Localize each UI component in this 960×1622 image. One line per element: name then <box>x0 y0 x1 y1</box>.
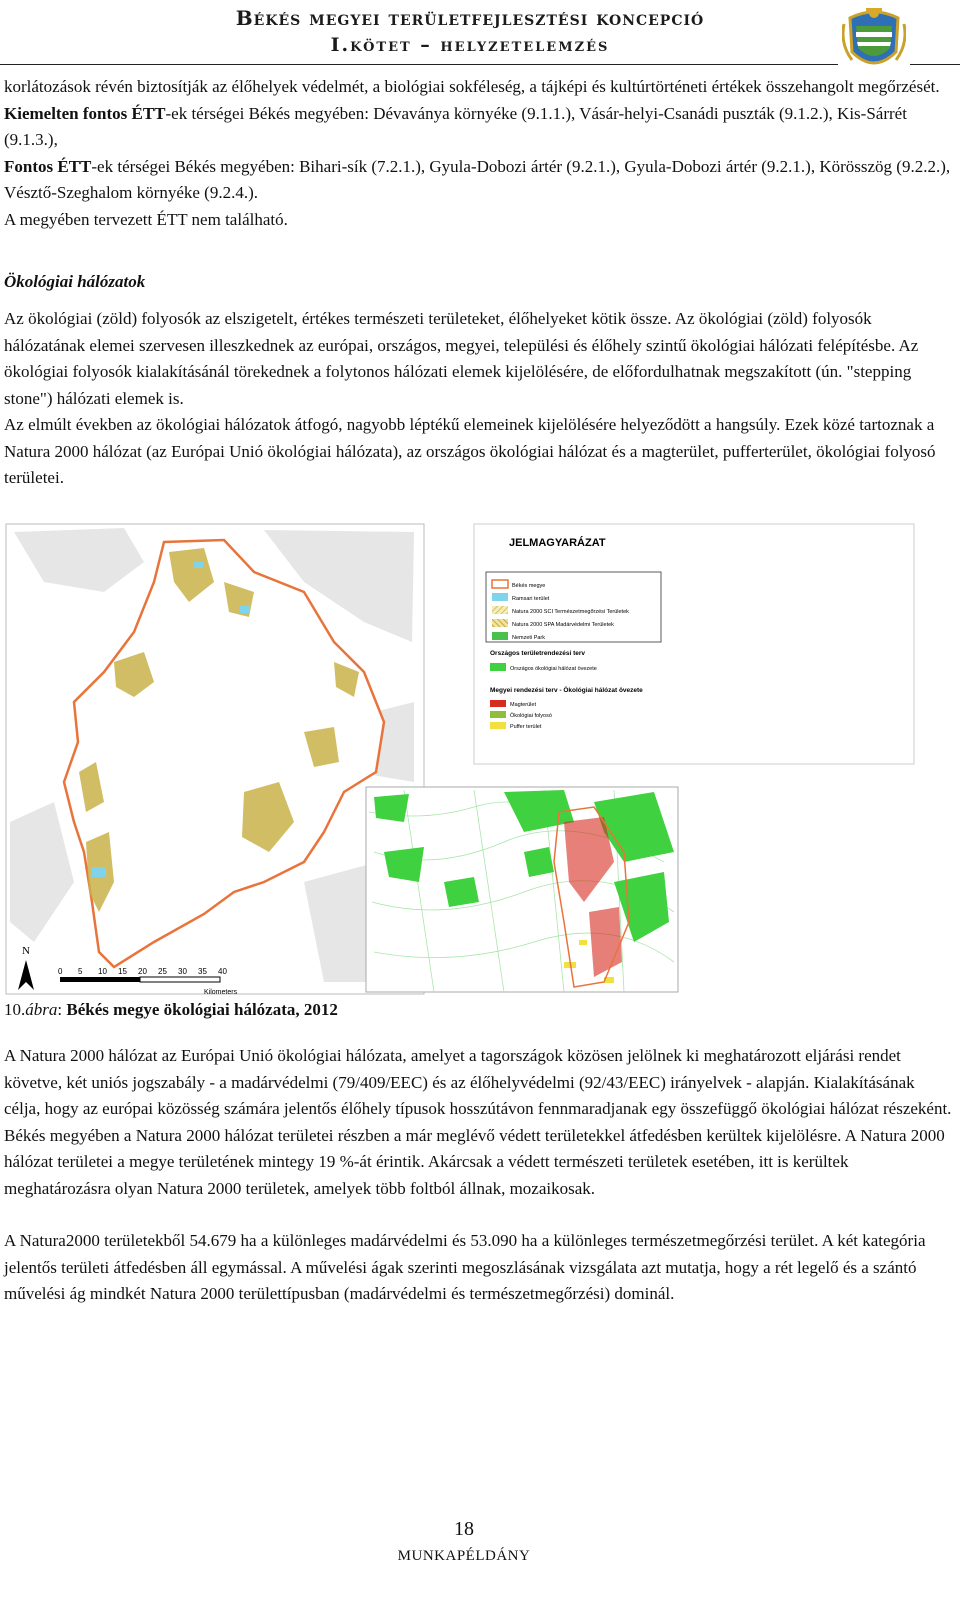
legend-mtrt-swatch <box>490 722 506 729</box>
kiemelt-text: -ek térségei Békés megyében: Dévaványa környéke (9.1.1.), Vásár-helyi-Csanádi puszták (9.1.2.), Kis-Sárrét (9.1.3.), <box>4 103 907 149</box>
scale-tick: 30 <box>178 967 187 976</box>
legend-mtrt-label: Ökológiai folyosó <box>510 713 552 719</box>
scale-unit: Kilometers <box>204 989 238 996</box>
legend-item-label: Nemzeti Park <box>512 635 546 641</box>
caption-separator: : <box>57 1000 67 1019</box>
header-rule-right <box>910 64 960 65</box>
body-paragraph-1: A Natura 2000 hálózat az Európai Unió ökológiai hálózata, amelyet a tagországok közösen jelölnek ki meghatározott eljárási rendet követve, két uniós jogszabály - a madárvédelmi (79/409/EEC) és az élőhelyvédelmi (92/43/EEC) irányelvek - alapján. Kialakításának célja, hogy az európai közösség számára jelentős élőhely típusok hosszútávon fennmaradjanak egy összefüggő ökológiai hálózat részeként. <box>4 1046 952 1118</box>
scale-tick: 0 <box>58 967 63 976</box>
body-paragraph-2: Békés megyében a Natura 2000 hálózat területei részben a már meglévő védett területekkel átfedésben kerültek kijelölésre. A Natura 2000 hálózat területei a megye területének mintegy 19 %-át érintik. Akárcsak a védett természeti területek esetében, itt is kerültek meghatározásra olyan Natura 2000 területek, amelyek több foltból állnak, mozaikosak. <box>4 1125 945 1198</box>
scale-tick: 20 <box>138 967 147 976</box>
scale-tick: 10 <box>98 967 107 976</box>
caption-abra: ábra <box>25 1000 58 1019</box>
header-rule <box>0 64 838 65</box>
fontos-text: -ek térségei Békés megyében: Bihari-sík (7.2.1.), Gyula-Dobozi ártér (9.2.1.), Gyula-Dobozi ártér (9.2.1.), Körösszög (9.2.2.), Vésztő-Szeghalom környéke (9.2.4.). <box>4 156 951 202</box>
document-subtitle: I.kötet – helyzetelemzés <box>330 34 610 56</box>
figure-caption <box>4 1000 338 1020</box>
legend-swatch <box>492 632 508 640</box>
page-number: 18 <box>454 1518 474 1540</box>
legend-swatch <box>492 606 508 614</box>
legend-mtrt-swatch <box>490 700 506 707</box>
intro-line: korlátozások révén biztosítják az élőhelyek védelmét, a biológiai sokféleség, a tájképi és kultúrtörténeti értékek összehangolt megőrzését. <box>4 77 940 96</box>
fontos-paragraph <box>4 154 954 207</box>
legend-mtrt-title: Megyei rendezési terv - Ökológiai hálózat övezete <box>490 687 643 694</box>
scale-tick: 5 <box>78 967 83 976</box>
bekes-county-crest-icon <box>842 4 906 76</box>
scale-bar <box>60 977 220 982</box>
legend-mtrt-label: Magterület <box>510 702 536 708</box>
kiemelt-paragraph <box>4 101 954 154</box>
caption-title: Békés megye ökológiai hálózata, 2012 <box>66 1000 338 1019</box>
scale-tick: 15 <box>118 967 127 976</box>
ecological-network-map <box>4 522 930 996</box>
legend-item-label: Natura 2000 SPA Madárvédelmi Területek <box>512 622 614 628</box>
legend-swatch <box>492 619 508 627</box>
legend-otrt-title: Országos területrendezési terv <box>490 650 586 657</box>
legend-mtrt-label: Puffer terület <box>510 724 542 730</box>
planned-text: A megyében tervezett ÉTT nem található. <box>4 209 288 229</box>
map-figure <box>4 522 930 996</box>
scale-tick: 35 <box>198 967 207 976</box>
kiemelt-label: Kiemelten fontos ÉTT <box>4 103 166 123</box>
legend-otrt-swatch <box>490 663 506 671</box>
legend-title: JELMAGYARÁZAT <box>509 537 606 549</box>
fontos-label: Fontos ÉTT <box>4 156 92 176</box>
legend-swatch <box>492 593 508 601</box>
legend-item-label: Békés megye <box>512 583 546 589</box>
legend-mtrt-swatch <box>490 711 506 718</box>
north-label: N <box>22 945 30 957</box>
legend-item-label: Natura 2000 SCI Természetmegőrzési Területek <box>512 609 629 615</box>
body-text <box>4 1043 954 1308</box>
scale-tick: 25 <box>158 967 167 976</box>
page-header <box>0 0 960 70</box>
caption-number: 10. <box>4 1000 26 1019</box>
footer-label: MUNKAPÉLDÁNY <box>397 1548 531 1564</box>
section-paragraph-2: Az elmúlt években az ökológiai hálózatok átfogó, nagyobb léptékű elemeinek kijelölésére helyeződött a hangsúly. Ezek közé tartoznak a Natura 2000 hálózat (az Európai Unió ökológiai hálózata), az országos ökológiai hálózat és a magterület, pufferterület, ökológiai folyosó területei. <box>4 415 936 487</box>
legend-item-label: Ramsari terület <box>512 596 550 602</box>
legend-otrt-item: Országos ökológiai hálózat övezete <box>510 666 597 672</box>
document-title: Békés megyei területfejlesztési koncepció <box>235 6 705 30</box>
body-paragraph-3: A Natura2000 területekből 54.679 ha a különleges madárvédelmi és 53.090 ha a különleges természetmegőrzési terület. A két kategória jelentős területi átfedésben áll egymással. A művelési ágak szerinti megoszlásának vizsgálata azt mutatja, hogy a rét legelő és a szántó művelési ág mindkét Natura 2000 területtípusban (madárvédelmi és természetmegőrzési) dominál. <box>4 1231 926 1303</box>
intro-text <box>4 74 954 233</box>
scale-tick: 40 <box>218 967 227 976</box>
section-title: Ökológiai hálózatok <box>4 272 146 291</box>
section-paragraph-1: Az ökológiai (zöld) folyosók az elszigetelt, értékes természeti területeket, élőhelyeket kötik össze. Az ökológiai (zöld) folyosók hálózatának elemei szervesen illeszkednek az európai, országos, megyei, települési és élőhely szintű ökológiai hálózati felépítésbe. Az ökológiai folyosók kialakításánál törekednek a folytonos hálózati elemek kijelölésére, de előfordulhatnak megszakított (ún. "stepping stone") hálózati elemek is. <box>4 309 919 408</box>
section-body <box>4 306 954 492</box>
